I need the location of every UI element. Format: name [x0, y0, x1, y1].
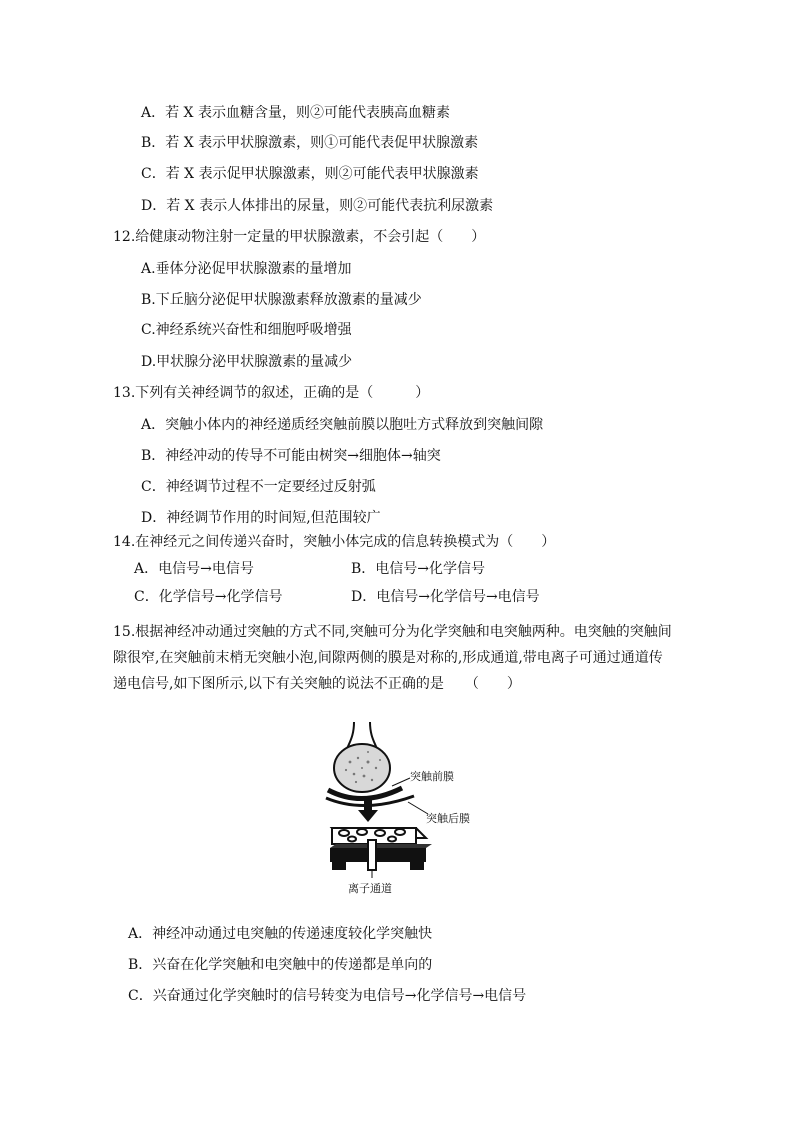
q13-option-b: B．神经冲动的传导不可能由树突→细胞体→轴突	[141, 448, 441, 464]
q11-option-c: C．若 X 表示促甲状腺激素，则②可能代表甲状腺激素	[141, 166, 479, 182]
q15-option-c: C．兴奋通过化学突触时的信号转变为电信号→化学信号→电信号	[128, 988, 527, 1004]
electrical-synapse-diagram	[318, 718, 478, 908]
q12-option-a: A.垂体分泌促甲状腺激素的量增加	[141, 261, 352, 277]
q11-option-b: B．若 X 表示甲状腺激素，则①可能代表促甲状腺激素	[141, 135, 479, 151]
q14-option-b: B．电信号→化学信号	[351, 561, 486, 577]
q15-stem: 15.根据神经冲动通过突触的方式不同,突触可分为化学突触和电突触两种。电突触的突触间隙很窄,在突触前末梢无突触小泡,间隙两侧的膜是对称的,形成通道,带电离子可通过通道传递电信号,如下图所示,以下有关突触的说法不正确的是 （ ）	[113, 624, 672, 692]
label-postsynaptic-membrane: 突触后膜	[426, 812, 470, 825]
q12-option-b: B.下丘脑分泌促甲状腺激素释放激素的量减少	[141, 292, 422, 308]
q11-option-a: A．若 X 表示血糖含量，则②可能代表胰高血糖素	[141, 105, 450, 121]
q14-stem: 14.在神经元之间传递兴奋时，突触小体完成的信息转换模式为（ ）	[113, 534, 556, 550]
q13-option-d: D．神经调节作用的时间短,但范围较广	[141, 510, 381, 526]
q13-option-c: C．神经调节过程不一定要经过反射弧	[141, 479, 376, 495]
q14-option-c: C．化学信号→化学信号	[134, 589, 283, 605]
label-ion-channel: 离子通道	[348, 882, 392, 895]
q14-option-a: A．电信号→电信号	[134, 561, 254, 577]
q14-option-d: D．电信号→化学信号→电信号	[351, 589, 540, 605]
electrical-synapse-figure	[318, 718, 478, 908]
q15-option-a: A．神经冲动通过电突触的传递速度较化学突触快	[128, 926, 433, 942]
q13-option-a: A．突触小体内的神经递质经突触前膜以胞吐方式释放到突触间隙	[141, 417, 544, 433]
q12-option-c: C.神经系统兴奋性和细胞呼吸增强	[141, 322, 352, 338]
q15-option-b: B．兴奋在化学突触和电突触中的传递都是单向的	[128, 957, 433, 973]
label-presynaptic-membrane: 突触前膜	[410, 770, 454, 783]
q11-option-d: D．若 X 表示人体排出的尿量，则②可能代表抗利尿激素	[141, 198, 494, 214]
q12-option-d: D.甲状腺分泌甲状腺激素的量减少	[141, 354, 353, 370]
q13-stem: 13.下列有关神经调节的叙述，正确的是（ ）	[113, 385, 430, 401]
q12-stem: 12.给健康动物注射一定量的甲状腺激素，不会引起（ ）	[113, 229, 486, 245]
